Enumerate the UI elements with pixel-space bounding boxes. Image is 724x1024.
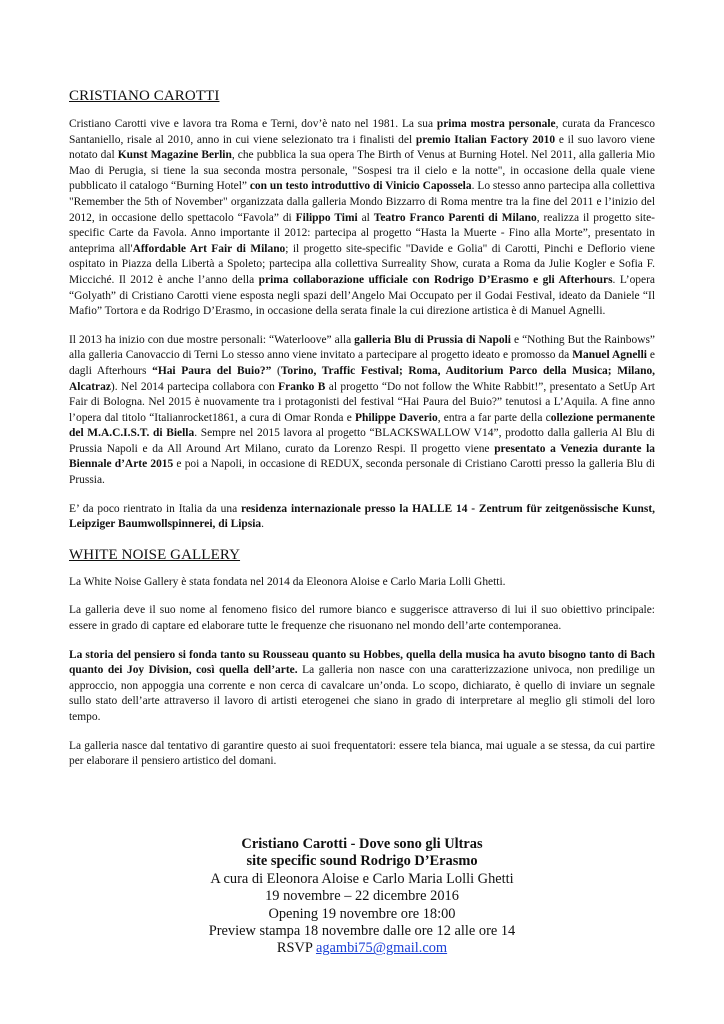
bold-text-run: prima mostra personale (436, 118, 556, 130)
text-run: La galleria nasce dal tentativo di garantire questo ai suoi frequentatori: essere tela bianca, mai uguale a se stessa, da cui partire per elaborare il pensiero artistico del domani. (69, 739, 655, 768)
bold-text-run: ollezione permanente del M.A.C.I.S.T. di Biella (69, 411, 655, 440)
text-run: E’ da poco rientrato in Italia da una (69, 502, 241, 515)
rsvp-label: RSVP (276, 940, 313, 957)
bold-text-run: Filippo Timi (295, 211, 358, 224)
text-run: , entra a far parte della c (437, 411, 551, 424)
text-run: al (357, 211, 374, 224)
gallery-paragraph-4 (69, 739, 655, 770)
gallery-paragraph-3 (69, 648, 655, 726)
bio-paragraph-2 (69, 333, 655, 489)
text-run: , curata da Francesco Santaniello, risale al 2010, anno in cui viene selezionato tra i finalisti del (69, 118, 655, 146)
bold-text-run: galleria Blu di Prussia di Napoli (354, 333, 511, 346)
bold-text-run: Teatro Franco Parenti di Milano (373, 211, 537, 224)
section-heading-white-noise-gallery: WHITE NOISE GALLERY (69, 546, 241, 563)
text-run: , realizza il progetto site-specific Carte da Favola. Anno importante il 2012: partecipa al progetto “Hasta la Muerte - Fino alla Morte”, presentato in anteprima all' (69, 211, 655, 255)
event-title: Cristiano Carotti - Dove sono gli Ultras (241, 836, 483, 852)
text-run: Il 2013 ha inizio con due mostre personali: “Waterloove” alla (69, 333, 355, 346)
text-run: e il suo lavoro viene notato dal (69, 133, 656, 162)
event-curators: A cura di Eleonora Aloise e Carlo Maria Lolli Ghetti (210, 870, 514, 887)
bold-text-run: prima collaborazione ufficiale con Rodrigo D’Erasmo e gli Afterhours (258, 273, 613, 286)
bold-text-run: Affordable Art Fair di Milano (132, 242, 286, 255)
text-run: La galleria non nasce con una caratterizzazione univoca, non predilige un approccio, non appoggia una corrente e non cerca di cavalcare un’onda. Lo scopo, dichiarato, è quello di inviare un segnale sullo stato dell’arte attraverso il lavoro di artisti eterogenei che siano in grado di interpretare al meglio gli stimoli del loro tempo. (69, 664, 655, 723)
rsvp-line (69, 940, 655, 957)
text-run: La White Noise Gallery è stata fondata nel 2014 da Eleonora Aloise e Carlo Maria Lolli Ghetti. (69, 575, 506, 588)
bold-text-run: La storia del pensiero si fonda tanto su Rousseau quanto su Hobbes, quella della musica ha avuto bisogno tanto di Bach quanto dei Joy Division, così quella dell’arte. (69, 648, 655, 677)
bio-paragraph-1 (69, 117, 655, 320)
text-run: Cristiano Carotti vive e lavora tra Roma e Terni, dov’è nato nel 1981. La sua (69, 118, 437, 130)
bold-text-run: presentato a Venezia durante la Biennale d’Arte 2015 (69, 442, 655, 471)
bold-text-run: Philippe Daverio (355, 411, 438, 424)
bold-text-run: premio Italian Factory 2010 (415, 133, 556, 146)
text-run: e “Nothing But the Rainbows” alla galleria Canovaccio di Terni Lo stesso anno viene invitato a partecipare al progetto ideato e promosso da (69, 333, 655, 362)
text-run: ). Nel 2014 partecipa collabora con (110, 380, 279, 393)
text-run: . Lo stesso anno partecipa alla collettiva "Remember the 5th of November" organizzata dalla galleria Mondo Bizzarro di Roma mentre tra la fine del 2011 e l’inizio del 2012, in occasione dello spettacolo “Favola” di (69, 180, 655, 224)
text-run: . L’opera “Golyath” di Cristiano Carotti viene esposta negli spazi dell’Angelo Mai Occupato per il Godai Festival, ideato da Daniele “Il Mafio” Tortora e da Rodrigo D’Erasmo, in occasione della serata finale la cui direzione artistica è di Manuel Agnelli. (69, 273, 655, 318)
event-info (69, 836, 655, 958)
text-run: e poi a Napoli, in occasione di REDUX, seconda personale di Cristiano Carotti presso la galleria Blu di Prussia. (69, 458, 655, 487)
event-subtitle: site specific sound Rodrigo D’Erasmo (246, 853, 478, 870)
bold-text-run: “Hai Paura del Buio?” (152, 364, 272, 377)
text-run: ; il progetto site-specific "Davide e Golia" di Carotti, Pinchi e Deflorio viene ospitato in Piazza della Libertà a Spoleto; partecipa alla collettiva Surreality Show, curata a Roma da Julie Kogler e Sofia F. Micciché. Il 2012 è anche l’anno della (69, 242, 655, 286)
bold-text-run: Torino, Traffic Festival; Roma, Auditorium Parco della Musica; Milano, Alcatraz (69, 364, 656, 393)
text-run: al progetto “Do not follow the White Rabbit!”, presentato a SetUp Art Fair di Bologna. Nel 2015 è nuovamente tra i protagonisti del festival “Hai Paura del Buio?” tenutosi a L’Aquila. A fine anno l’opera dal titolo “Italianrocket1861, a cura di Omar Ronda e (69, 380, 655, 424)
bold-text-run: residenza internazionale presso la HALLE 14 - Zentrum für zeitgenössische Kunst, Leipziger Baumwollspinnerei, di Lipsia (69, 502, 655, 531)
event-opening: Opening 19 novembre ore 18:00 (268, 905, 456, 922)
text-run: ( (271, 364, 281, 377)
event-press-preview: Preview stampa 18 novembre dalle ore 12 alle ore 14 (208, 923, 516, 940)
bold-text-run: Manuel Agnelli (572, 349, 647, 362)
text-run: , che pubblica la sua opera The Birth of Venus at Burning Hotel. Nel 2011, alla galleria Mio Mao di Perugia, si tiene la sua seconda mostra personale, "Sospesi tra il cielo e la notte", in occasione della quale viene pubblicato il catalogo “Burning Hotel” (69, 149, 655, 193)
bio-paragraph-3 (69, 502, 655, 533)
bold-text-run: Kunst Magazine Berlin (117, 149, 232, 162)
text-run: . Sempre nel 2015 lavora al progetto “BLACKSWALLOW V14”, prodotto dalla galleria Al Blu di Prussia Napoli e da All Around Art Milano, curato da Lorenzo Respi. Il progetto viene (69, 427, 655, 455)
bold-text-run: Franko B (278, 380, 326, 393)
text-run: La galleria deve il suo nome al fenomeno fisico del rumore bianco e suggerisce attraverso di lui il suo obiettivo principale: essere in grado di captare ed elaborare tutte le frequenze che risuonano nel mondo dell’arte contemporanea. (69, 604, 655, 633)
gallery-paragraph-2 (69, 603, 655, 634)
rsvp-email-link[interactable]: agambi75@gmail.com (315, 940, 448, 957)
bold-text-run: con un testo introduttivo di Vinicio Capossela (249, 180, 472, 193)
document-body (69, 88, 655, 783)
text-run: e dagli Afterhours (69, 349, 655, 377)
gallery-paragraph-1 (69, 575, 655, 591)
text-run: . (261, 518, 264, 531)
section-heading-cristiano-carotti: CRISTIANO CAROTTI (69, 88, 220, 104)
event-dates: 19 novembre – 22 dicembre 2016 (265, 888, 459, 905)
